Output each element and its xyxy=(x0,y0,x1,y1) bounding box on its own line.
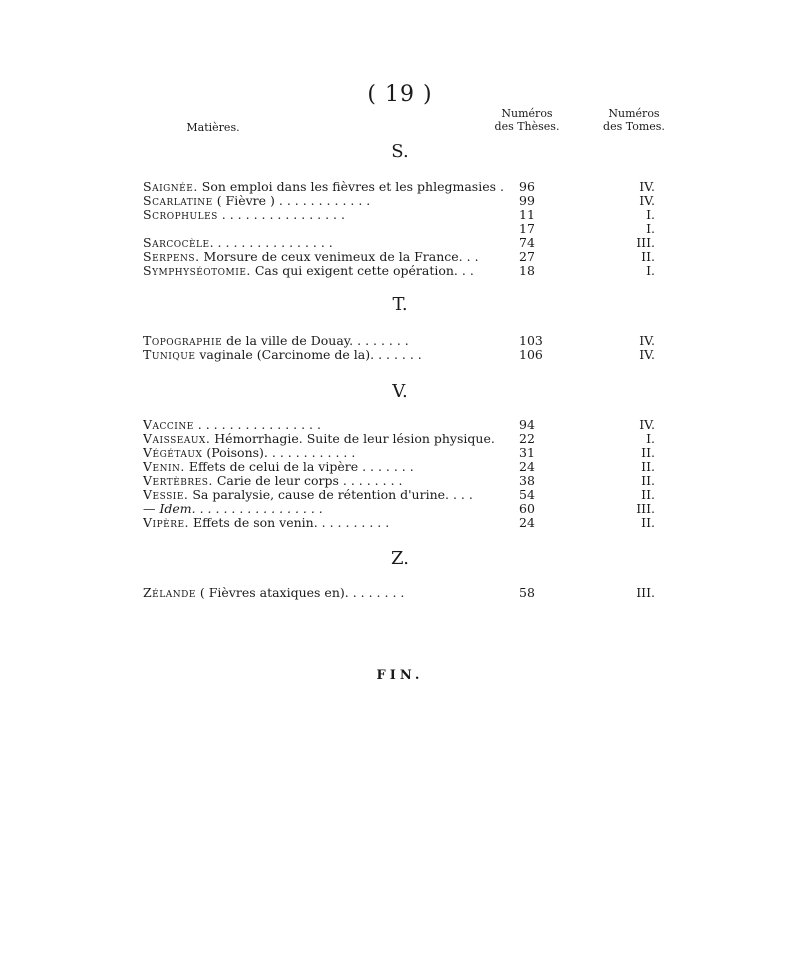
index-entry xyxy=(143,208,655,222)
tome-number: IV. xyxy=(639,179,655,194)
entry-name: Serpens. xyxy=(143,250,200,264)
entry-text: vaginale (Carcinome de la). . . . . . . xyxy=(195,348,422,362)
tome-number: I. xyxy=(646,221,655,236)
entry-name: Vaisseaux. xyxy=(143,432,211,446)
entry-text: Effets de celui de la vipère . . . . . . . xyxy=(184,460,414,474)
entry-text: . . . . . . . . . . . . . . . . xyxy=(209,236,333,250)
entry-name: Topographie xyxy=(143,334,223,348)
fin-marker: FIN. xyxy=(376,668,424,683)
entry-text: Morsure de ceux venimeux de la France. . . xyxy=(199,250,479,264)
tome-number: I. xyxy=(646,207,655,222)
thesis-number: 22 xyxy=(519,431,535,446)
tome-number: I. xyxy=(646,263,655,278)
tome-number: IV. xyxy=(639,417,655,432)
entry-name: Vaccine xyxy=(143,418,194,432)
index-entry xyxy=(143,250,655,264)
index-entry xyxy=(143,418,655,432)
entry-name: Sarcocèle xyxy=(143,236,210,250)
thesis-number: 58 xyxy=(519,585,535,600)
thesis-number: 54 xyxy=(519,487,535,502)
index-entry xyxy=(143,348,655,362)
tome-number: II. xyxy=(641,459,655,474)
thesis-number: 96 xyxy=(519,179,535,194)
tome-number: IV. xyxy=(639,333,655,348)
index-entry xyxy=(143,460,655,474)
entry-name: Vessie. xyxy=(143,488,189,502)
tome-number: III. xyxy=(636,585,655,600)
tome-number: IV. xyxy=(639,193,655,208)
entry-name: Scrophules xyxy=(143,208,218,222)
tome-number: III. xyxy=(636,235,655,250)
thesis-number: 18 xyxy=(519,263,535,278)
index-entry xyxy=(143,474,655,488)
tome-number: IV. xyxy=(639,347,655,362)
entry-text: ( Fièvre ) . . . . . . . . . . . . xyxy=(212,194,371,208)
header-tomes-line2: des Tomes. xyxy=(603,120,665,133)
section-letter-s: S. xyxy=(391,141,409,162)
entry-name: Saignée. xyxy=(143,180,198,194)
entry-text: ( Fièvres ataxiques en). . . . . . . . xyxy=(195,586,405,600)
tome-number: II. xyxy=(641,249,655,264)
entry-name: Zélande xyxy=(143,586,196,600)
thesis-number: 24 xyxy=(519,515,535,530)
index-entry xyxy=(143,180,655,194)
entry-name: Vipère. xyxy=(143,516,190,530)
tome-number: II. xyxy=(641,515,655,530)
thesis-number: 38 xyxy=(519,473,535,488)
thesis-number: 24 xyxy=(519,459,535,474)
header-tomes-line1: Numéros xyxy=(608,107,660,120)
header-matieres: Matières. xyxy=(186,121,240,134)
section-letter-t: T. xyxy=(392,294,408,315)
header-numeros-theses xyxy=(487,107,567,133)
section-letter-z: Z. xyxy=(391,548,409,569)
section-letter-v: V. xyxy=(392,381,408,402)
index-entry xyxy=(143,264,655,278)
entry-text: Effets de son venin. . . . . . . . . . xyxy=(189,516,390,530)
thesis-number: 99 xyxy=(519,193,535,208)
tome-number: II. xyxy=(641,487,655,502)
header-theses-line2: des Thèses. xyxy=(494,120,560,133)
tome-number: III. xyxy=(636,501,655,516)
thesis-number: 31 xyxy=(519,445,535,460)
thesis-number: 60 xyxy=(519,501,535,516)
entry-text: — Idem. . . . . . . . . . . . . . . . . xyxy=(143,502,323,516)
index-entry xyxy=(143,222,655,236)
entry-name: Végétaux xyxy=(143,446,203,460)
entry-text: Carie de leur corps . . . . . . . . xyxy=(212,474,403,488)
index-entry xyxy=(143,432,655,446)
thesis-number: 74 xyxy=(519,235,535,250)
entry-text: Cas qui exigent cette opération. . . xyxy=(250,264,474,278)
entry-text: de la ville de Douay. . . . . . . . xyxy=(222,334,409,348)
index-entry xyxy=(143,488,655,502)
entry-name: Tunique xyxy=(143,348,196,362)
entry-name: Venin. xyxy=(143,460,185,474)
tome-number: I. xyxy=(646,431,655,446)
thesis-number: 27 xyxy=(519,249,535,264)
index-entry xyxy=(143,236,655,250)
entry-text: . . . . . . . . . . . . . . . . xyxy=(217,208,345,222)
entry-text: Son emploi dans les fièvres et les phlegmasies . xyxy=(197,180,504,194)
page-number: ( 19 ) xyxy=(367,82,433,107)
index-entry xyxy=(143,502,655,516)
thesis-number: 106 xyxy=(519,347,543,362)
thesis-number: 94 xyxy=(519,417,535,432)
entry-text: Sa paralysie, cause de rétention d'urine. . . . xyxy=(188,488,473,502)
header-numeros-tomes xyxy=(598,107,670,133)
thesis-number: 11 xyxy=(519,207,535,222)
index-entry xyxy=(143,446,655,460)
entry-text: (Poisons). . . . . . . . . . . . xyxy=(202,446,356,460)
entry-text: Hémorrhagie. Suite de leur lésion physique. xyxy=(210,432,495,446)
entry-text: . . . . . . . . . . . . . . . . xyxy=(193,418,321,432)
header-theses-line1: Numéros xyxy=(501,107,553,120)
entry-name: Scarlatine xyxy=(143,194,213,208)
index-entry xyxy=(143,586,655,600)
entry-name: Symphyséotomie. xyxy=(143,264,251,278)
index-entry xyxy=(143,334,655,348)
entry-name: Vertèbres. xyxy=(143,474,213,488)
thesis-number: 17 xyxy=(519,221,535,236)
index-entry xyxy=(143,194,655,208)
thesis-number: 103 xyxy=(519,333,543,348)
tome-number: II. xyxy=(641,445,655,460)
tome-number: II. xyxy=(641,473,655,488)
index-entry xyxy=(143,516,655,530)
